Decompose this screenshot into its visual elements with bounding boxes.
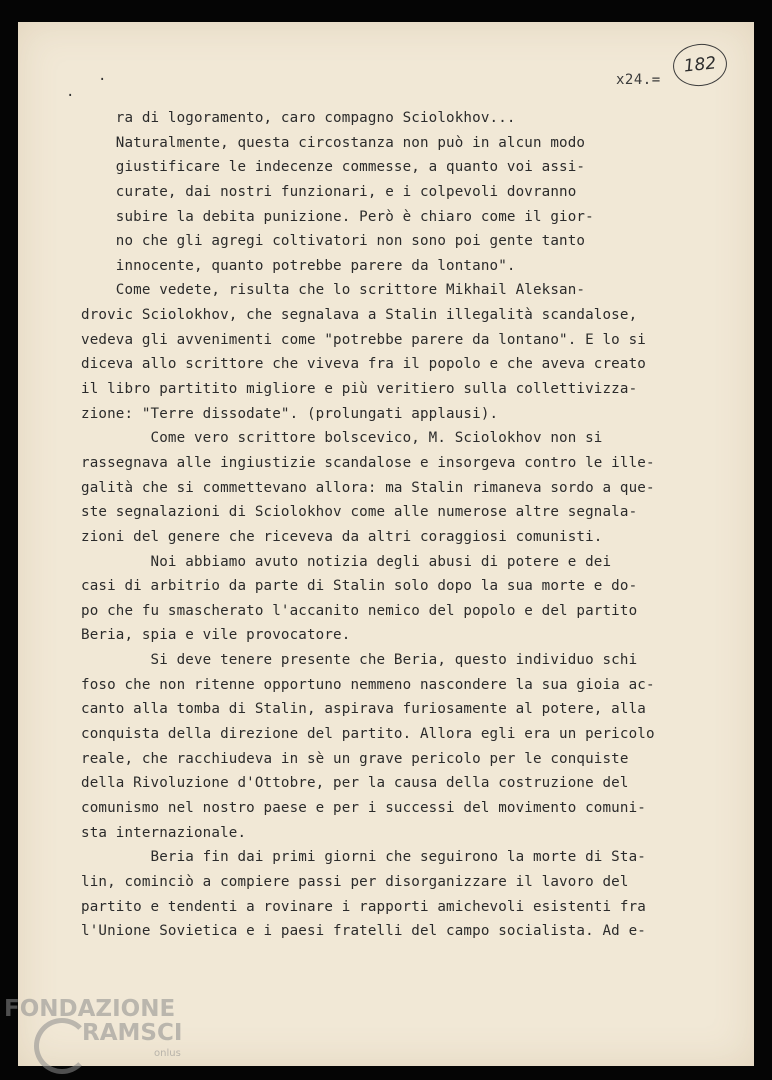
ink-dot: · xyxy=(98,72,107,88)
archive-watermark-logo xyxy=(4,994,204,1078)
text-line: canto alla tomba di Stalin, aspirava furiosamente al potere, alla xyxy=(81,701,646,718)
text-line: po che fu smascherato l'accanito nemico del popolo e del partito xyxy=(81,602,638,619)
text-line: vedeva gli avvenimenti come "potrebbe parere da lontano". E lo si xyxy=(81,331,646,348)
text-line: Come vero scrittore bolscevico, M. Sciolokhov non si xyxy=(81,430,603,447)
text-line: ste segnalazioni di Sciolokhov come alle numerose altre segnala- xyxy=(81,504,638,521)
text-line: diceva allo scrittore che viveva fra il popolo e che aveva creato xyxy=(81,356,646,373)
text-line: innocente, quanto potrebbe parere da lontano". xyxy=(81,257,516,274)
text-line: zioni del genere che riceveva da altri coraggiosi comunisti. xyxy=(81,528,603,545)
typewritten-text xyxy=(81,106,721,944)
text-line: comunismo nel nostro paese e per i successi del movimento comuni- xyxy=(81,799,646,816)
text-line: galità che si commettevano allora: ma Stalin rimaneva sordo a que- xyxy=(81,479,655,496)
text-line: Beria fin dai primi giorni che seguirono la morte di Sta- xyxy=(81,849,646,866)
text-line: Noi abbiamo avuto notizia degli abusi di potere e dei xyxy=(81,553,612,570)
text-line: drovic Sciolokhov, che segnalava a Stalin illegalità scandalose, xyxy=(81,307,638,324)
text-line: curate, dai nostri funzionari, e i colpevoli dovranno xyxy=(81,183,577,200)
watermark-line1: FONDAZIONE xyxy=(4,996,176,1022)
watermark-suffix: onlus xyxy=(154,1048,181,1059)
folio-number-stamp: 182 xyxy=(671,41,729,88)
ink-dot: · xyxy=(66,88,75,104)
text-line: l'Unione Sovietica e i paesi fratelli del campo socialista. Ad e- xyxy=(81,923,646,940)
document-page xyxy=(18,22,754,1066)
text-line: della Rivoluzione d'Ottobre, per la causa della costruzione del xyxy=(81,775,629,792)
text-line: sta internazionale. xyxy=(81,824,247,841)
text-line: reale, che racchiudeva in sè un grave pericolo per le conquiste xyxy=(81,750,629,767)
page-number: x24.= xyxy=(616,72,661,88)
text-line: foso che non ritenne opportuno nemmeno nascondere la sua gioia ac- xyxy=(81,676,655,693)
text-line: subire la debita punizione. Però è chiaro come il gior- xyxy=(81,208,594,225)
text-line: il libro partitito migliore e più veritiero sulla collettivizza- xyxy=(81,381,638,398)
text-line: no che gli agregi coltivatori non sono poi gente tanto xyxy=(81,233,586,250)
text-line: lin, cominciò a compiere passi per disorganizzare il lavoro del xyxy=(81,873,629,890)
text-line: Naturalmente, questa circostanza non può in alcun modo xyxy=(81,134,586,151)
text-line: Beria, spia e vile provocatore. xyxy=(81,627,351,644)
text-line: casi di arbitrio da parte di Stalin solo dopo la sua morte e do- xyxy=(81,578,638,595)
text-line: Come vedete, risulta che lo scrittore Mikhail Aleksan- xyxy=(81,282,586,299)
text-line: Si deve tenere presente che Beria, questo individuo schi xyxy=(81,652,638,669)
text-line: rassegnava alle ingiustizie scandalose e insorgeva contro le ille- xyxy=(81,454,655,471)
text-line: ra di logoramento, caro compagno Sciolokhov... xyxy=(81,110,516,126)
text-line: partito e tendenti a rovinare i rapporti amichevoli esistenti fra xyxy=(81,898,646,915)
text-line: conquista della direzione del partito. Allora egli era un pericolo xyxy=(81,726,655,743)
watermark-line2: RAMSCI xyxy=(82,1020,183,1046)
text-line: zione: "Terre dissodate". (prolungati applausi). xyxy=(81,405,499,422)
text-line: giustificare le indecenze commesse, a quanto voi assi- xyxy=(81,159,586,176)
